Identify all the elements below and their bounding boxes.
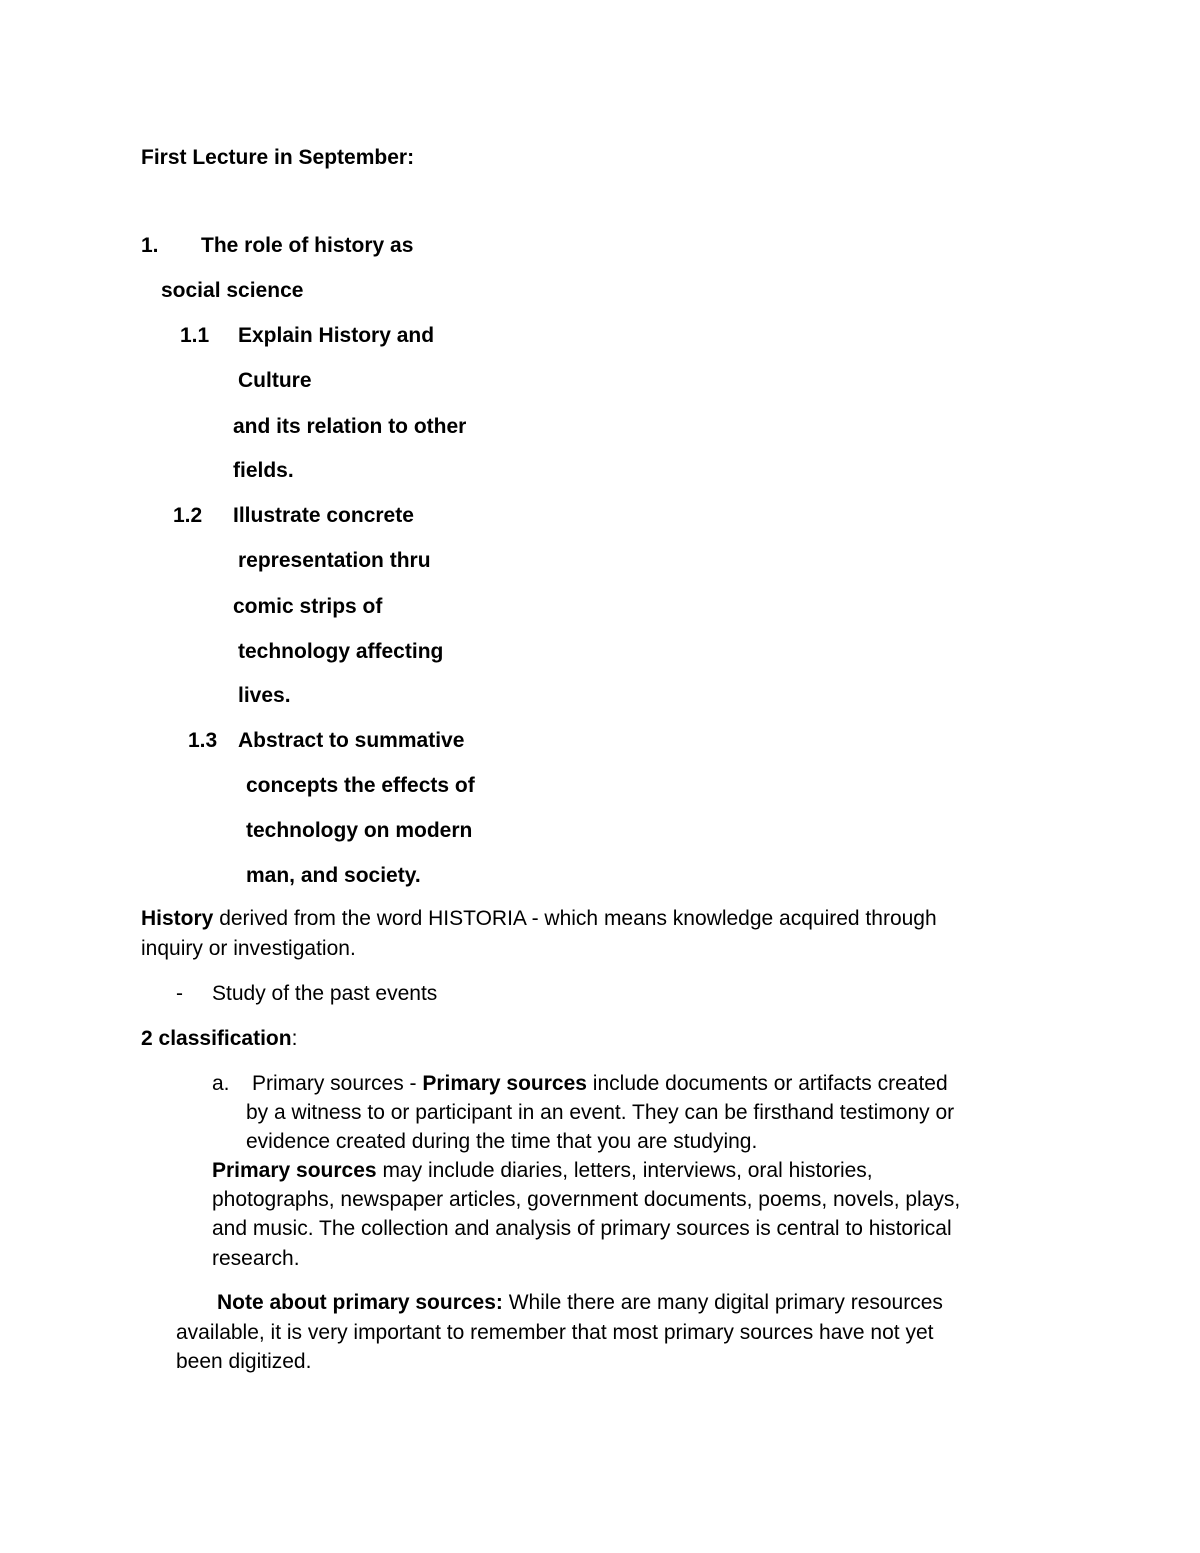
classification-heading-text: 2 classification	[141, 1027, 292, 1050]
item-1-3-line: Abstract to summative	[238, 729, 465, 752]
item-1-2-line: lives.	[238, 684, 291, 707]
bullet-marker: -	[176, 982, 183, 1005]
note-line: available, it is very important to remember that most primary sources have not yet	[176, 1321, 934, 1344]
item-1-number: 1.	[141, 234, 159, 257]
item-1-2-line: Illustrate concrete	[233, 504, 414, 527]
history-definition-line	[141, 908, 937, 929]
item-a-line: evidence created during the time that you are studying.	[246, 1130, 758, 1153]
item-a-line: by a witness to or participant in an event. They can be firsthand testimony or	[246, 1101, 955, 1124]
item-1-3-line: man, and society.	[246, 864, 421, 887]
item-1-2-line: technology affecting	[238, 640, 444, 663]
item-a-text: include documents or artifacts created	[586, 1072, 948, 1095]
primary-sources-line: photographs, newspaper articles, government documents, poems, novels, plays,	[212, 1188, 961, 1211]
item-1-1-line: and its relation to other	[233, 415, 467, 438]
item-1-line: social science	[161, 279, 304, 302]
item-a-marker: a.	[212, 1072, 230, 1095]
item-1-2-number: 1.2	[173, 504, 203, 527]
item-1-2-line: comic strips of	[233, 595, 383, 618]
item-1-3-line: concepts the effects of	[246, 774, 475, 797]
history-term: History	[141, 907, 214, 930]
primary-sources-text: may include diaries, letters, interviews, oral histories,	[376, 1159, 873, 1182]
primary-sources-bold: Primary sources	[212, 1159, 377, 1182]
primary-sources-line: and music. The collection and analysis of primary sources is central to historical	[212, 1217, 952, 1240]
note-label: Note about primary sources:	[217, 1291, 503, 1314]
primary-sources-line: research.	[212, 1247, 300, 1270]
item-a-bold: Primary sources	[422, 1072, 587, 1095]
classification-colon: :	[291, 1027, 298, 1050]
lecture-title: First Lecture in September:	[141, 146, 415, 169]
item-1-3-line: technology on modern	[246, 819, 473, 842]
history-definition-line: inquiry or investigation.	[141, 937, 356, 960]
item-1-1-line: Culture	[238, 369, 312, 392]
item-a-line	[252, 1073, 948, 1094]
note-line: been digitized.	[176, 1350, 312, 1373]
item-1-1-line: Explain History and	[238, 324, 435, 347]
classification-heading	[141, 1028, 297, 1049]
item-1-line: The role of history as	[201, 234, 414, 257]
item-1-3-number: 1.3	[188, 729, 218, 752]
bullet-text: Study of the past events	[212, 982, 438, 1005]
item-1-1-number: 1.1	[180, 324, 210, 347]
primary-sources-line	[212, 1160, 873, 1181]
note-line	[217, 1292, 943, 1313]
item-a-prefix: Primary sources -	[252, 1072, 423, 1095]
note-text: While there are many digital primary resources	[502, 1291, 943, 1314]
item-1-2-line: representation thru	[238, 549, 431, 572]
item-1-1-line: fields.	[233, 459, 294, 482]
history-definition-text: derived from the word HISTORIA - which means knowledge acquired through	[213, 907, 937, 930]
